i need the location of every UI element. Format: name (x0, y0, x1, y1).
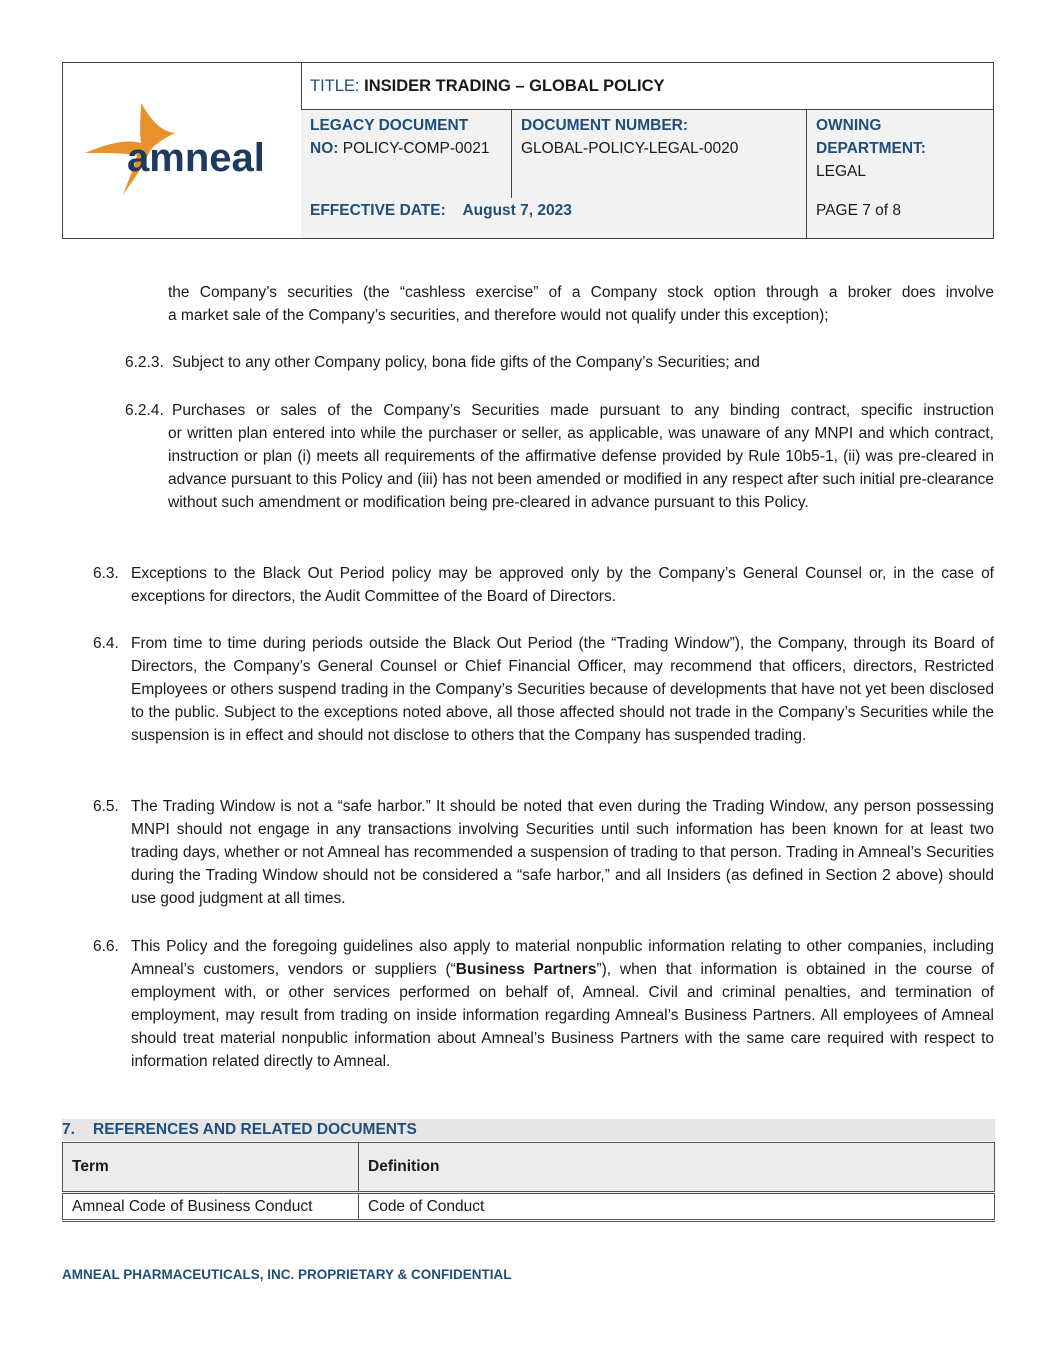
logo-cell (63, 63, 302, 238)
table-row (63, 1193, 995, 1221)
term-cell: Amneal Code of Business Conduct (63, 1193, 359, 1221)
clause-6-6-number: 6.6. (93, 938, 119, 955)
owning-label-2: DEPARTMENT: (816, 140, 926, 157)
logo-wordmark: amneal (127, 136, 265, 180)
clause-6-4-number: 6.4. (93, 635, 119, 652)
owning-department-cell (807, 110, 993, 198)
continuation-paragraph (168, 281, 994, 327)
clause-6-2-4-number: 6.2.4. (125, 402, 164, 419)
references-header-row (63, 1143, 995, 1193)
docnum-value: GLOBAL-POLICY-LEGAL-0020 (521, 140, 739, 157)
clause-6-2-3-number: 6.2.3. (125, 354, 164, 371)
clause-6-2-4-first-line: Purchases or sales of the Company’s Securities made pursuant to any binding contract, specific instruction (172, 402, 994, 419)
page-number: PAGE 7 of 8 (816, 202, 902, 219)
docnum-label: DOCUMENT NUMBER: (521, 117, 689, 134)
business-partners-term: Business Partners (455, 961, 597, 978)
clause-6-3-number: 6.3. (93, 565, 119, 582)
definition-column-header: Definition (359, 1143, 995, 1193)
clause-6-6-text (131, 935, 994, 1073)
clause-6-5-text: The Trading Window is not a “safe harbor.” It should be noted that even during the Trading Window, any person possessing MNPI should not engage in any transactions involving Securities until such information has been known for at least two trading days, whether or not Amneal has recommended a suspension of trading to that person. Trading in Amneal’s Securities during the Trading Window should not be considered a “safe harbor,” and all Insiders (as defined in Section 2 above) should use good judgment at all times. (131, 798, 994, 907)
legacy-document-cell (301, 110, 512, 198)
section-7-heading (62, 1119, 995, 1141)
effective-value: August 7, 2023 (462, 202, 572, 219)
document-header (62, 62, 994, 239)
owning-label: OWNING (816, 117, 882, 134)
clause-6-3-text: Exceptions to the Black Out Period policy may be approved only by the Company’s General Counsel or, in the case of exceptions for directors, the Audit Committee of the Board of Directors. (131, 565, 994, 605)
owning-value: LEGAL (816, 163, 866, 180)
legacy-label: LEGACY DOCUMENT (310, 117, 469, 134)
term-column-header: Term (63, 1143, 359, 1193)
metadata-row (301, 110, 993, 199)
title-label: TITLE: (310, 77, 360, 95)
continuation-line-2: a market sale of the Company’s securities, and therefore would not qualify under this exception); (168, 307, 829, 324)
references-table (62, 1142, 995, 1222)
continuation-line-1: the Company’s securities (the “cashless exercise” of a Company stock option through a broker does involve (168, 284, 994, 301)
effective-label: EFFECTIVE DATE: (310, 202, 446, 219)
amneal-logo (79, 103, 289, 198)
clause-6-4-text: From time to time during periods outside the Black Out Period (the “Trading Window”), the Company, through its Board of Directors, the Company’s General Counsel or Chief Financial Officer, may recommend that officers, directors, Restricted Employees or others suspend trading in the Company’s Securities because of developments that have not yet been disclosed to the public. Subject to the exceptions noted above, all those affected should not trade in the Company’s Securities while the suspension is in effect and should not disclose to others that the Company has suspended trading. (131, 635, 994, 744)
clause-6-2-3-text: Subject to any other Company policy, bona fide gifts of the Company’s Securities; and (172, 354, 760, 371)
clause-6-6-pre: This Policy and the foregoing guidelines also apply to material nonpublic information relating to other companies, including Amneal’s customers, vendors or suppliers (“ (131, 938, 994, 978)
clause-6-2-4-text: or written plan entered into while the purchaser or seller, as applicable, was unaware of any MNPI and which contract, instruction or plan (i) meets all requirements of the affirmative defense provided by Rule 10b5-1, (ii) was pre-cleared in advance pursuant to this Policy and (iii) has not been amended or modified in any respect after such initial pre-clearance without such amendment or modification being pre-cleared in advance pursuant to this Policy. (168, 425, 994, 511)
section-7-number: 7. (62, 1121, 75, 1138)
title-row (301, 63, 993, 110)
legacy-value: POLICY-COMP-0021 (342, 140, 490, 157)
effective-date-cell (301, 198, 807, 238)
section-7-title: REFERENCES AND RELATED DOCUMENTS (93, 1121, 417, 1138)
effective-row (301, 198, 993, 238)
legacy-label-no: NO: (310, 140, 339, 157)
clause-6-6-post: ”), when that information is obtained in the course of employment with, or other services performed on behalf of, Amneal. Civil and criminal penalties, and termination of employment, may result from trading on inside information regarding Amneal’s Business Partners. All employees of Amneal should treat material nonpublic information about Amneal’s Business Partners with the same care required with respect to information related directly to Amneal. (131, 961, 995, 1070)
title-value: INSIDER TRADING – GLOBAL POLICY (364, 77, 665, 95)
confidential-footer: AMNEAL PHARMACEUTICALS, INC. PROPRIETARY & CONFIDENTIAL (62, 1267, 512, 1282)
definition-cell: Code of Conduct (359, 1193, 995, 1221)
clause-6-5-number: 6.5. (93, 798, 119, 815)
document-number-cell (512, 110, 807, 198)
